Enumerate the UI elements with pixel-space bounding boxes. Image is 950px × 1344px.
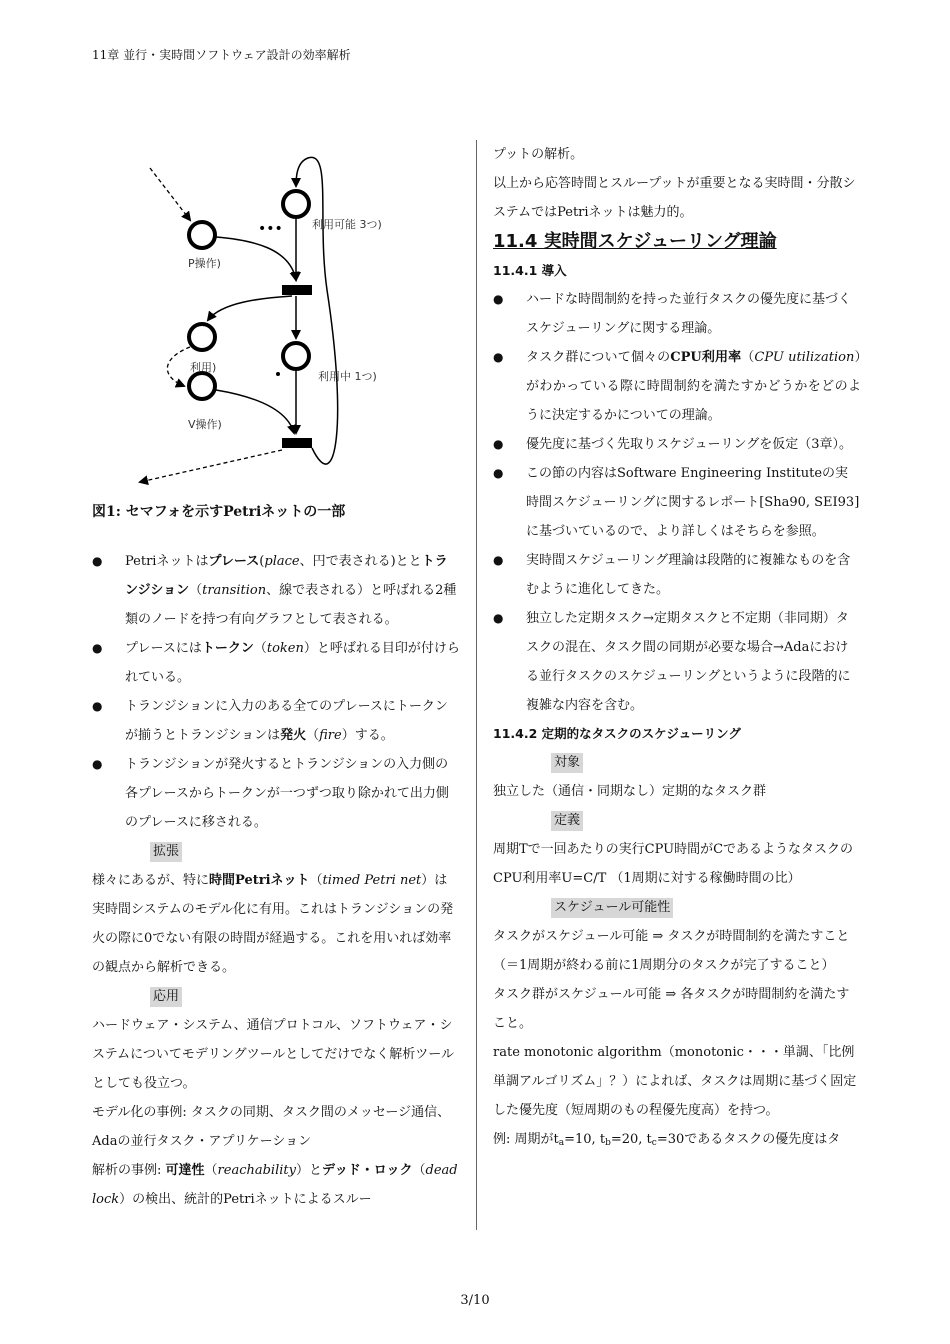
petri-bullet-list (92, 547, 460, 837)
list-item: ● トランジションが発火するとトランジションの入力側の各プレースからトークンが一つずつ取り除かれて出力側のプレースに移される。 (92, 750, 460, 837)
subsection-heading-intro: 11.4.1 導入 (493, 263, 567, 278)
highlight-application: 応用 (150, 987, 182, 1007)
highlight-extension: 拡張 (150, 842, 182, 862)
figure-caption: 図1: セマフォを示すPetriネットの一部 (92, 504, 346, 520)
list-item: ● ハードな時間制約を持った並行タスクの優先度に基づくスケジューリングに関する理論。 (493, 285, 861, 343)
modeling-examples: モデル化の事例: タスクの同期、タスク間のメッセージ通信、Adaの並行タスク・アプリケーション (92, 1105, 451, 1149)
petri-net-figure (132, 140, 432, 485)
definition-text: 周期Tで一回あたりの実行CPU時間がCであるようなタスクのCPU利用率U=C/T （1周期に対する稼働時間の比） (493, 842, 854, 886)
right-column (493, 140, 861, 1158)
section-heading: 11.4 実時間スケジューリング理論 (493, 231, 777, 252)
analysis-examples: 解析の事例: 可達性（reachability）とデッド・ロック（dead lock）の検出、統計的Petriネットによるスルー (92, 1163, 458, 1207)
label-available: 利用可能 3つ) (312, 218, 382, 231)
column-divider (476, 140, 477, 1230)
list-item: ● タスク群について個々のCPU利用率（CPU utilization）がわかっている際に時間制約を満たすかどうかをどのように決定するかについての理論。 (493, 343, 861, 430)
place-available (283, 191, 309, 217)
outgoing-dashed-arc (140, 450, 282, 482)
transition-p (282, 285, 312, 295)
incoming-dashed-arc (150, 168, 190, 220)
label-using: 利用) (190, 361, 217, 374)
application-text: ハードウェア・システム、通信プロトコル、ソフトウェア・システムについてモデリングツールとしてだけでなく解析ツールとしても役立つ。 (92, 1018, 455, 1091)
label-dots: ••• (258, 221, 283, 237)
label-v-op: V操作) (188, 418, 222, 431)
schedulability-task: タスクがスケジュール可能 ⇒ タスクが時間制約を満たすこと （＝1周期が終わる前に1周期分のタスクが完了すること） (493, 929, 850, 973)
highlight-definition: 定義 (551, 811, 583, 831)
place-in-use (283, 343, 309, 369)
list-item: ● 実時間スケジューリング理論は段階的に複雑なものを含むように進化してきた。 (493, 546, 861, 604)
label-p-op: P操作) (188, 257, 221, 270)
place-p (189, 222, 215, 248)
list-item: ● 優先度に基づく先取りスケジューリングを仮定（3章）。 (493, 430, 861, 459)
target-text: 独立した（通信・同期なし）定期的なタスク群 (493, 784, 767, 799)
list-item: ● この節の内容はSoftware Engineering Instituteの実時間スケジューリングに関するレポート[Sha90, SEI93]に基づいているので、より詳しくはそちらを参照。 (493, 459, 861, 546)
schedulability-taskset: タスク群がスケジュール可能 ⇒ 各タスクが時間制約を満たすこと。 (493, 987, 850, 1031)
transition-v (282, 438, 312, 448)
place-using-bottom (189, 373, 215, 399)
list-item: ● プレースにはトークン（token）と呼ばれる目印が付けられている。 (92, 634, 460, 692)
petri-summary: 以上から応答時間とスループットが重要となる実時間・分散システムではPetriネットは魅力的。 (493, 176, 856, 220)
list-item: ● 独立した定期タスク→定期タスクと不定期（非同期）タスクの混在、タスク間の同期が必要な場合→Adaにおける並行タスクのスケジューリングというように段階的に複雑な内容を含む。 (493, 604, 861, 720)
rate-monotonic-text: rate monotonic algorithm（monotonic・・・単調、「比例単調アルゴリズム」？）によれば、タスクは周期に基づく固定した優先度（短周期のもの程優先度高）を持つ。 (493, 1045, 857, 1118)
list-item: ● Petriネットはプレース(place、円で表される)ととトランジション（transition、線で表される）と呼ばれる2種類のノードを持つ有向グラフとして表される。 (92, 547, 460, 634)
label-in-use: 利用中 1つ) (318, 370, 377, 383)
continuation-text: プットの解析。 (493, 147, 584, 162)
page-number: 3/10 (460, 1293, 490, 1308)
subsection-heading-periodic: 11.4.2 定期的なタスクのスケジューリング (493, 726, 741, 741)
example-text: 例: 周期が$t_a=10$, $t_b=20$, $t_c=30$であるタスクの優先度はタ (493, 1132, 841, 1148)
intro-bullet-list (493, 285, 861, 720)
extension-text: 様々にあるが、特に時間Petriネット（timed Petri net）は実時間システムのモデル化に有用。これはトランジションの発火の際に0でない有限の時間が経過する。これを用いれば効率の観点から解析できる。 (92, 873, 454, 975)
highlight-schedulability: スケジュール可能性 (551, 898, 673, 918)
highlight-target: 対象 (551, 753, 583, 773)
page-header: 11章 並行・実時間ソフトウェア設計の効率解析 (92, 48, 351, 62)
left-column (92, 140, 460, 1214)
list-item: ● トランジションに入力のある全てのプレースにトークンが揃うとトランジションは発火（fire）する。 (92, 692, 460, 750)
token-dot (276, 372, 280, 376)
place-using-top (189, 324, 215, 350)
